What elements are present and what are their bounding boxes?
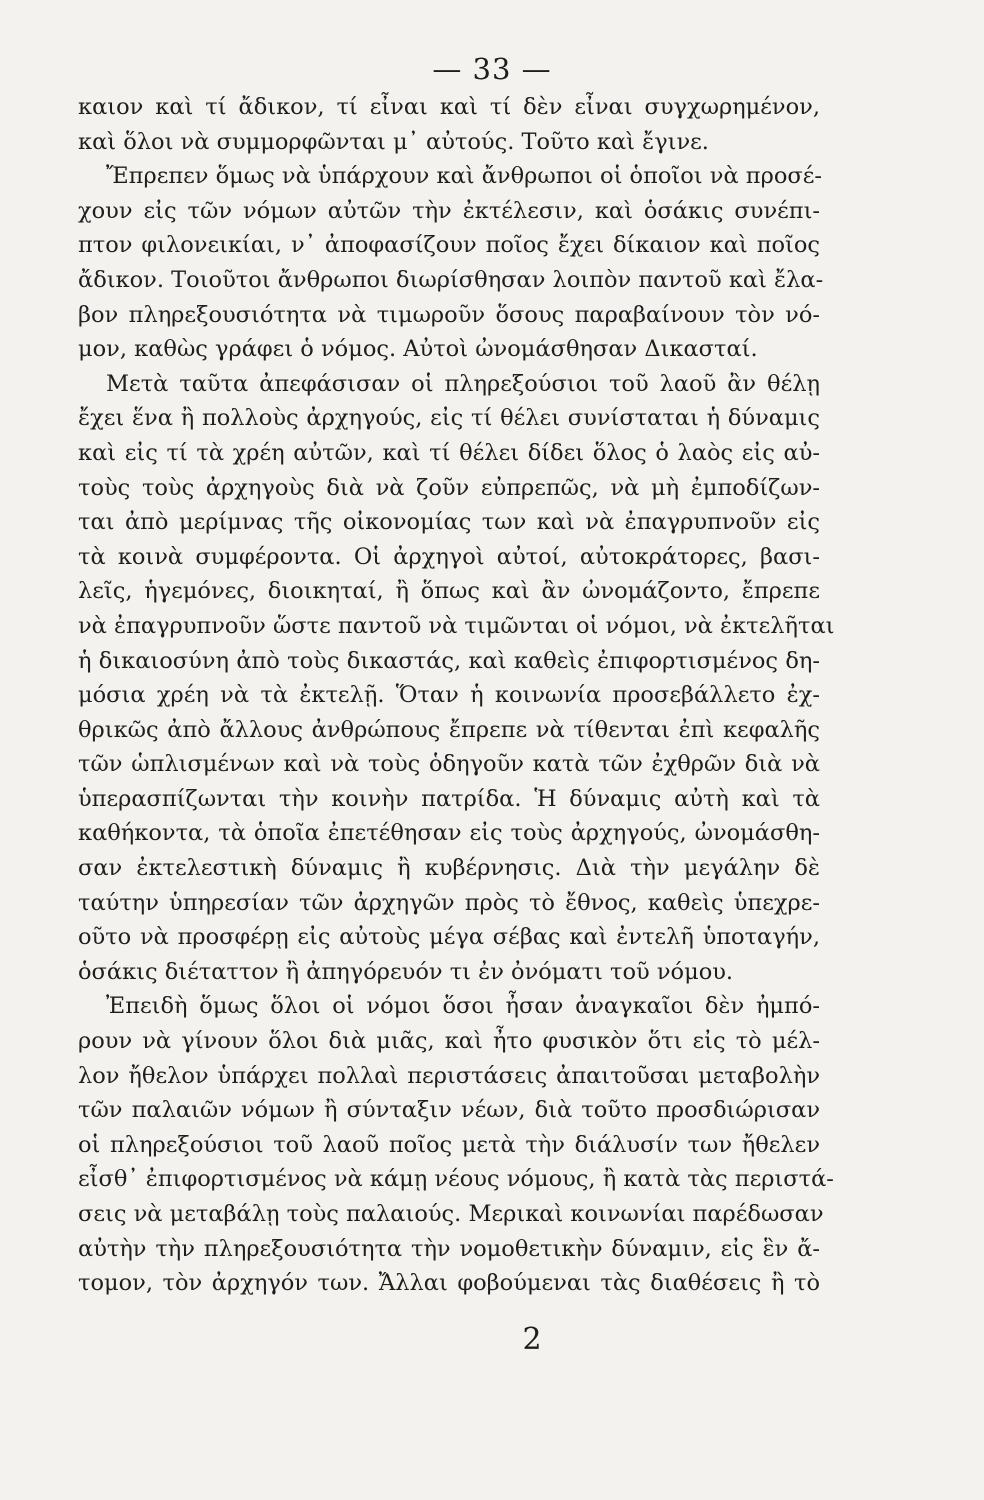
- text-line: νὰ ἐπαγρυπνοῦν ὥστε παντοῦ νὰ τιμῶνται οἱ νόμοι, νὰ ἐκτελῆται: [78, 612, 835, 639]
- text-line: θρικῶς ἀπὸ ἄλλους ἀνθρώπους ἔπρεπε νὰ τίθενται ἐπὶ κεφαλῆς: [78, 716, 820, 743]
- body-text: [78, 90, 835, 1301]
- text-line: αὐτὴν τὴν πληρεξουσιότητα τὴν νομοθετικὴν δύναμιν, εἰς ἓν ἄ-: [78, 1235, 820, 1262]
- text-line: καθήκοντα, τὰ ὁποῖα ἐπετέθησαν εἰς τοὺς ἀρχηγούς, ὠνομάσθη-: [78, 820, 820, 847]
- text-line: τὰ κοινὰ συμφέροντα. Οἱ ἀρχηγοὶ αὐτοί, αὐτοκράτορες, βασι-: [78, 543, 820, 570]
- signature-mark: 2: [522, 1322, 542, 1357]
- text-line: εἶσθ᾽ ἐπιφορτισμένος νὰ κάμῃ νέους νόμους, ἢ κατὰ τὰς περιστά-: [78, 1166, 834, 1193]
- text-line: ται ἀπὸ μερίμνας τῆς οἰκονομίας των καὶ νὰ ἐπαγρυπνοῦν εἰς: [78, 509, 820, 536]
- text-line: ἡ δικαιοσύνη ἀπὸ τοὺς δικαστάς, καὶ καθεὶς ἐπιφορτισμένος δη-: [78, 647, 820, 674]
- text-line: οἱ πληρεξούσιοι τοῦ λαοῦ ποῖος μετὰ τὴν διάλυσίν των ἤθελεν: [78, 1131, 820, 1158]
- text-line: Ἔπρεπεν ὅμως νὰ ὑπάρχουν καὶ ἄνθρωποι οἱ ὁποῖοι νὰ προσέ-: [106, 163, 822, 190]
- text-line: τῶν παλαιῶν νόμων ἢ σύνταξιν νέων, διὰ τοῦτο προσδιώρισαν: [78, 1097, 820, 1124]
- text-line: ὑπερασπίζωνται τὴν κοινὴν πατρίδα. Ἡ δύναμις αὐτὴ καὶ τὰ: [78, 785, 820, 812]
- text-line: ρουν νὰ γίνουν ὅλοι διὰ μιᾶς, καὶ ἦτο φυσικὸν ὅτι εἰς τὸ μέλ-: [78, 1028, 820, 1055]
- text-line: Ἐπειδὴ ὅμως ὅλοι οἱ νόμοι ὅσοι ἦσαν ἀναγκαῖοι δὲν ἠμπό-: [106, 993, 820, 1020]
- text-line: λεῖς, ἡγεμόνες, διοικηταί, ἢ ὅπως καὶ ἂν ὠνομάζοντο, ἔπρεπε: [78, 578, 820, 605]
- text-line: ταύτην ὑπηρεσίαν τῶν ἀρχηγῶν πρὸς τὸ ἔθνος, καθεὶς ὑπεχρε-: [78, 889, 820, 916]
- text-line: ἔχει ἕνα ἢ πολλοὺς ἀρχηγούς, εἰς τί θέλει συνίσταται ἡ δύναμις: [78, 405, 820, 432]
- text-line: πτον φιλονεικίαι, ν᾽ ἀποφασίζουν ποῖος ἔχει δίκαιον καὶ ποῖος: [78, 232, 820, 259]
- text-line: μον, καθὼς γράφει ὁ νόμος. Αὐτοὶ ὠνομάσθησαν Δικασταί.: [78, 336, 758, 363]
- text-line: τομον, τὸν ἀρχηγόν των. Ἄλλαι φοβούμεναι τὰς διαθέσεις ἢ τὸ: [78, 1270, 820, 1297]
- text-line: λον ἤθελον ὑπάρχει πολλαὶ περιστάσεις ἀπαιτοῦσαι μεταβολὴν: [78, 1062, 820, 1089]
- text-line: ὁσάκις διέταττον ἢ ἀπηγόρευόν τι ἐν ὀνόματι τοῦ νόμου.: [78, 958, 734, 985]
- text-line: Μετὰ ταῦτα ἀπεφάσισαν οἱ πληρεξούσιοι τοῦ λαοῦ ἂν θέλῃ: [106, 370, 820, 397]
- text-line: σεις νὰ μεταβάλῃ τοὺς παλαιούς. Μερικαὶ κοινωνίαι παρέδωσαν: [78, 1201, 824, 1227]
- text-line: καὶ εἰς τί τὰ χρέη αὐτῶν, καὶ τί θέλει δίδει ὅλος ὁ λαὸς εἰς αὐ-: [78, 439, 820, 466]
- text-line: οῦτο νὰ προσφέρῃ εἰς αὐτοὺς μέγα σέβας καὶ ἐντελῆ ὑποταγήν,: [78, 924, 820, 951]
- page-number: — 33 —: [432, 52, 552, 86]
- text-line: καὶ ὅλοι νὰ συμμορφῶνται μ᾽ αὐτούς. Τοῦτο καὶ ἔγινε.: [78, 128, 709, 155]
- text-line: χουν εἰς τῶν νόμων αὐτῶν τὴν ἐκτέλεσιν, καὶ ὁσάκις συνέπι-: [78, 197, 820, 224]
- text-line: σαν ἐκτελεστικὴ δύναμις ἢ κυβέρνησις. Διὰ τὴν μεγάλην δὲ: [78, 855, 820, 882]
- text-line: καιον καὶ τί ἄδικον, τί εἶναι καὶ τί δὲν εἶναι συγχωρημένον,: [78, 94, 820, 120]
- text-line: μόσια χρέη νὰ τὰ ἐκτελῇ. Ὅταν ἡ κοινωνία προσεβάλλετο ἐχ-: [78, 682, 820, 709]
- text-line: ἄδικον. Τοιοῦτοι ἄνθρωποι διωρίσθησαν λοιπὸν παντοῦ καὶ ἔλα-: [78, 266, 824, 293]
- text-line: τῶν ὡπλισμένων καὶ νὰ τοὺς ὁδηγοῦν κατὰ τῶν ἐχθρῶν διὰ νὰ: [78, 751, 820, 778]
- text-line: βον πληρεξουσιότητα νὰ τιμωροῦν ὅσους παραβαίνουν τὸν νό-: [78, 301, 820, 328]
- text-line: τοὺς τοὺς ἀρχηγοὺς διὰ νὰ ζοῦν εὐπρεπῶς, νὰ μὴ ἐμποδίζων-: [78, 474, 820, 501]
